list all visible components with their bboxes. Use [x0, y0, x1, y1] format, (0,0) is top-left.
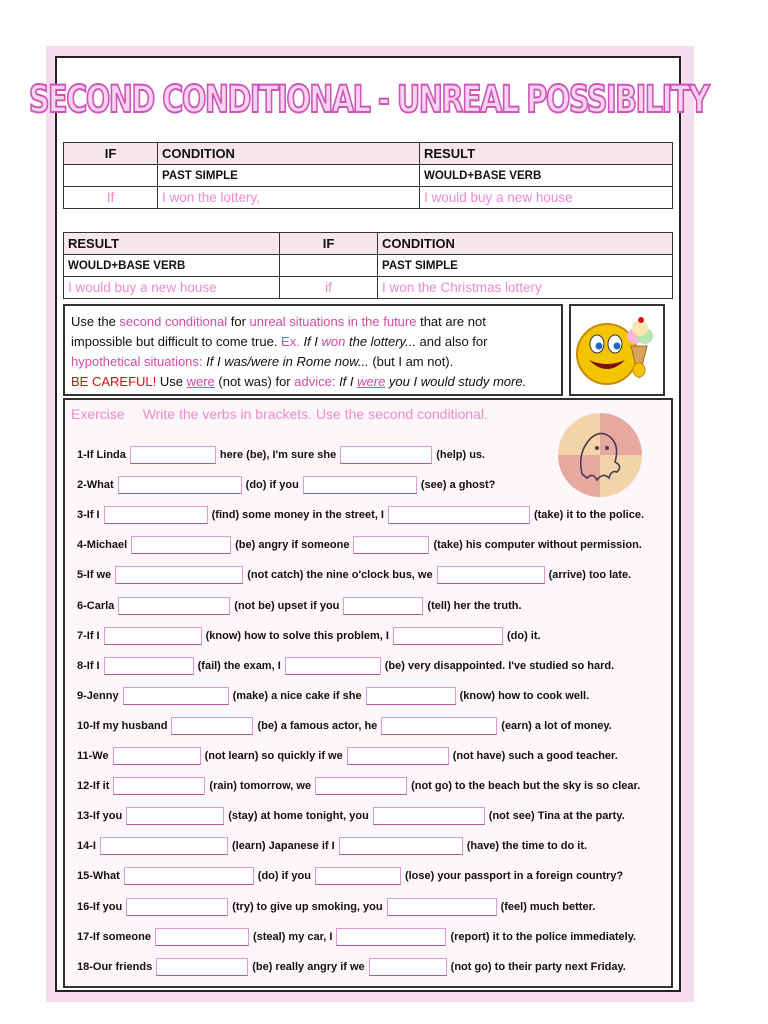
exercise-item-number: 11-We [77, 750, 109, 762]
exercise-heading [71, 406, 488, 422]
answer-blank-2[interactable] [366, 687, 456, 705]
exercise-item-middle: here (be), I'm sure she [219, 449, 337, 461]
answer-blank-2[interactable] [369, 958, 447, 976]
answer-blank-1[interactable] [131, 536, 231, 554]
grammar-table-result-first [63, 232, 673, 299]
exercise-item [77, 655, 614, 677]
smiley-box [569, 304, 665, 396]
exercise-item-number: 13-If you [77, 810, 123, 823]
t2-sub-result: WOULD+BASE VERB [64, 255, 280, 277]
answer-blank-2[interactable] [343, 597, 423, 615]
answer-blank-2[interactable] [340, 446, 432, 464]
exercise-item-number: 3-If I [77, 509, 100, 522]
ghost-icon [557, 412, 643, 498]
exercise-item-middle: (learn) Japanese if I [231, 840, 335, 853]
answer-blank-2[interactable] [373, 807, 485, 825]
exercise-item-number: 18-Our friends [77, 960, 153, 973]
answer-blank-1[interactable] [115, 566, 243, 584]
exercise-section [63, 398, 673, 988]
exercise-item-number: 9-Jenny [77, 689, 119, 702]
answer-blank-2[interactable] [315, 867, 401, 885]
exercise-item-end: (tell) her the truth. [427, 599, 522, 612]
answer-blank-1[interactable] [100, 837, 228, 855]
exercise-item-middle: (do) if you [245, 479, 299, 492]
answer-blank-1[interactable] [171, 717, 253, 735]
exercise-item [77, 625, 541, 647]
answer-blank-2[interactable] [336, 928, 446, 946]
answer-blank-1[interactable] [126, 807, 224, 825]
answer-blank-2[interactable] [387, 898, 497, 916]
t2-header-condition: CONDITION [378, 233, 673, 255]
explanation-line-4: BE CAREFUL! Use were (not was) for advice: If I were you I would study more. [71, 374, 527, 389]
exercise-item [77, 745, 618, 767]
exercise-item-middle: (do) if you [257, 870, 311, 883]
exercise-item-middle: (be) angry if someone [235, 539, 350, 552]
page-title [29, 68, 709, 130]
exercise-item-end: (have) the time to do it. [466, 840, 588, 853]
answer-blank-1[interactable] [118, 476, 242, 494]
exercise-item-number: 5-If we [77, 569, 112, 582]
t1-header-if: IF [64, 143, 158, 165]
answer-blank-1[interactable] [126, 898, 228, 916]
t2-example-if: if [280, 277, 378, 299]
exercise-item-end: (earn) a lot of money. [501, 719, 612, 732]
explanation-line-1: Use the second conditional for unreal situations in the future that are not [71, 314, 486, 329]
exercise-item-middle: (fail) the exam, I [197, 659, 281, 672]
exercise-item-middle: (not learn) so quickly if we [204, 750, 343, 762]
exercise-item-end: (report) it to the police immediately. [450, 930, 637, 943]
exercise-item-middle: (not catch) the nine o'clock bus, we [247, 569, 433, 582]
exercise-item-end: (not see) Tina at the party. [488, 810, 625, 823]
answer-blank-1[interactable] [113, 747, 201, 765]
exercise-item-number: 12-If it [77, 780, 110, 793]
answer-blank-2[interactable] [285, 657, 381, 675]
exercise-item-end: (arrive) too late. [548, 569, 632, 582]
exercise-item-middle: (rain) tomorrow, we [209, 780, 312, 793]
answer-blank-2[interactable] [347, 747, 449, 765]
answer-blank-2[interactable] [353, 536, 429, 554]
t2-sub-condition: PAST SIMPLE [378, 255, 673, 277]
answer-blank-1[interactable] [155, 928, 249, 946]
exercise-item [77, 865, 623, 887]
exercise-item-middle: (stay) at home tonight, you [228, 810, 369, 823]
exercise-item [77, 715, 612, 737]
exercise-label: Exercise [71, 406, 125, 422]
answer-blank-1[interactable] [123, 687, 229, 705]
exercise-item-number: 17-If someone [77, 930, 151, 943]
exercise-item-middle: (find) some money in the street, I [211, 509, 384, 522]
exercise-item-middle: (not be) upset if you [234, 599, 340, 612]
exercise-item [77, 564, 631, 586]
explanation-line-3: hypothetical situations: If I was/were in Rome now... (but I am not). [71, 354, 454, 369]
t2-example-condition: I won the Christmas lottery [378, 277, 673, 299]
exercise-item-end: (not go) to the beach but the sky is so clear. [411, 780, 641, 793]
explanation-line-2: impossible but difficult to come true. Ex. If I won the lottery... and also for [71, 334, 488, 349]
answer-blank-2[interactable] [303, 476, 417, 494]
answer-blank-1[interactable] [113, 777, 205, 795]
t1-header-result: RESULT [420, 143, 673, 165]
exercise-item-number: 8-If I [77, 659, 100, 672]
exercise-item-number: 10-If my husband [77, 719, 168, 732]
worksheet-page [29, 56, 709, 992]
t2-example-result: I would buy a new house [64, 277, 280, 299]
exercise-item [77, 685, 589, 707]
exercise-item-number: 1-If Linda [77, 449, 126, 461]
exercise-item-number: 6-Carla [77, 599, 115, 612]
exercise-item-end: (do) it. [506, 629, 541, 642]
grammar-table-if-first [63, 142, 673, 209]
exercise-item-end: (know) how to cook well. [459, 689, 590, 702]
exercise-item-number: 15-What [77, 870, 120, 883]
exercise-item [77, 805, 625, 827]
exercise-item-end: (be) very disappointed. I've studied so hard. [384, 659, 615, 672]
exercise-item [77, 926, 636, 948]
t2-sub-if [280, 255, 378, 277]
answer-blank-1[interactable] [156, 958, 248, 976]
t2-header-if: IF [280, 233, 378, 255]
t2-header-result: RESULT [64, 233, 280, 255]
exercise-item [77, 956, 626, 978]
t1-sub-if [64, 165, 158, 187]
exercise-item-middle: (steal) my car, I [252, 930, 333, 943]
exercise-item-end: (help) us. [436, 449, 486, 461]
answer-blank-2[interactable] [393, 627, 503, 645]
exercise-item-end: (take) it to the police. [533, 509, 644, 522]
answer-blank-1[interactable] [104, 627, 202, 645]
exercise-item-number: 4-Michael [77, 539, 128, 552]
answer-blank-1[interactable] [124, 867, 254, 885]
exercise-instruction: Write the verbs in brackets. Use the second conditional. [142, 406, 488, 422]
exercise-item-end: (see) a ghost? [420, 479, 496, 492]
answer-blank-1[interactable] [118, 597, 230, 615]
exercise-item [77, 504, 644, 526]
answer-blank-2[interactable] [437, 566, 545, 584]
exercise-item [77, 835, 587, 857]
t1-example-condition: I won the lottery, [158, 187, 420, 209]
t1-example-if: If [64, 187, 158, 209]
exercise-item [77, 896, 595, 918]
exercise-item-end: (take) his computer without permission. [433, 539, 642, 552]
exercise-item-number: 2-What [77, 479, 114, 492]
t1-sub-result: WOULD+BASE VERB [420, 165, 673, 187]
answer-blank-1[interactable] [130, 446, 216, 464]
exercise-item-number: 14-I [77, 840, 96, 853]
exercise-item-middle: (try) to give up smoking, you [232, 900, 383, 913]
answer-blank-1[interactable] [104, 657, 194, 675]
exercise-item-end: (feel) much better. [500, 900, 596, 913]
exercise-item [77, 474, 495, 496]
answer-blank-2[interactable] [381, 717, 497, 735]
t1-sub-condition: PAST SIMPLE [158, 165, 420, 187]
exercise-item-middle: (be) really angry if we [252, 960, 365, 973]
exercise-item [77, 595, 522, 617]
t1-header-condition: CONDITION [158, 143, 420, 165]
exercise-item-number: 16-If you [77, 900, 123, 913]
exercise-item-end: (lose) your passport in a foreign country? [404, 870, 624, 883]
exercise-item-end: (not go) to their party next Friday. [450, 960, 626, 973]
worksheet-frame [29, 46, 709, 1002]
exercise-item-end: (not have) such a good teacher. [452, 750, 618, 762]
smiley-icecream-icon [571, 306, 663, 394]
answer-blank-2[interactable] [339, 837, 463, 855]
exercise-item-middle: (know) how to solve this problem, I [205, 629, 389, 642]
exercise-item-middle: (make) a nice cake if she [232, 689, 362, 702]
explanation-box [63, 304, 563, 396]
page-title-text: SECOND CONDITIONAL - UNREAL POSSIBILITY [29, 77, 709, 121]
exercise-item-number: 7-If I [77, 629, 100, 642]
exercise-item [77, 444, 485, 466]
answer-blank-2[interactable] [388, 506, 530, 524]
answer-blank-1[interactable] [104, 506, 208, 524]
answer-blank-2[interactable] [315, 777, 407, 795]
exercise-item [77, 775, 640, 797]
exercise-item [77, 534, 642, 556]
t1-example-result: I would buy a new house [420, 187, 673, 209]
exercise-item-middle: (be) a famous actor, he [257, 719, 378, 732]
